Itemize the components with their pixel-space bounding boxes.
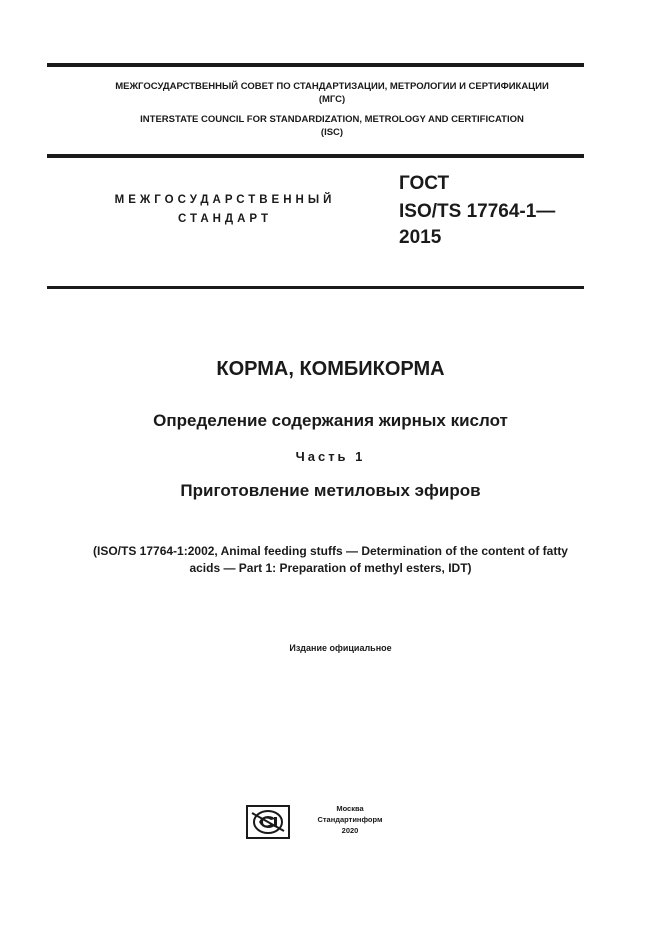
iso-reference-line1: (ISO/TS 17764-1:2002, Animal feeding stuffs — Determination of the content of fatty [93,544,568,558]
publication-year: 2020 [341,826,359,835]
designation-line1: ГОСТ [399,173,450,194]
publisher-city: Москва [336,804,364,813]
edition-note: Издание официальное [289,643,392,653]
council-name-en [47,113,617,139]
middle-rule [47,154,584,158]
publisher-name: Стандартинформ [317,815,383,824]
document-subtitle: Определение содержания жирных кислот [153,411,508,430]
standard-type-line1: МЕЖГОСУДАРСТВЕННЫЙ [114,194,336,206]
council-name-ru [47,80,617,106]
part-number: Часть 1 [295,449,366,464]
document-title: КОРМА, КОМБИКОРМА [216,358,445,380]
council-en-abbrev: (ISC) [320,127,344,138]
part-title: Приготовление метиловых эфиров [180,481,481,500]
council-en-line1: INTERSTATE COUNCIL FOR STANDARDIZATION, METROLOGY AND CERTIFICATION [140,114,524,125]
iso-reference-line2: acids — Part 1: Preparation of methyl esters, IDT) [189,561,472,575]
standard-type-line2: СТАНДАРТ [178,213,272,225]
top-rule [47,63,584,67]
designation-line3: 2015 [399,227,442,248]
designation-line2: ISO/TS 17764-1— [399,201,556,222]
bottom-rule [47,286,584,289]
council-ru-line1: МЕЖГОСУДАРСТВЕННЫЙ СОВЕТ ПО СТАНДАРТИЗАЦИИ, МЕТРОЛОГИИ И СЕРТИФИКАЦИИ [115,81,549,92]
standartinform-logo-icon [246,805,290,839]
council-ru-abbrev: (МГС) [318,94,346,105]
